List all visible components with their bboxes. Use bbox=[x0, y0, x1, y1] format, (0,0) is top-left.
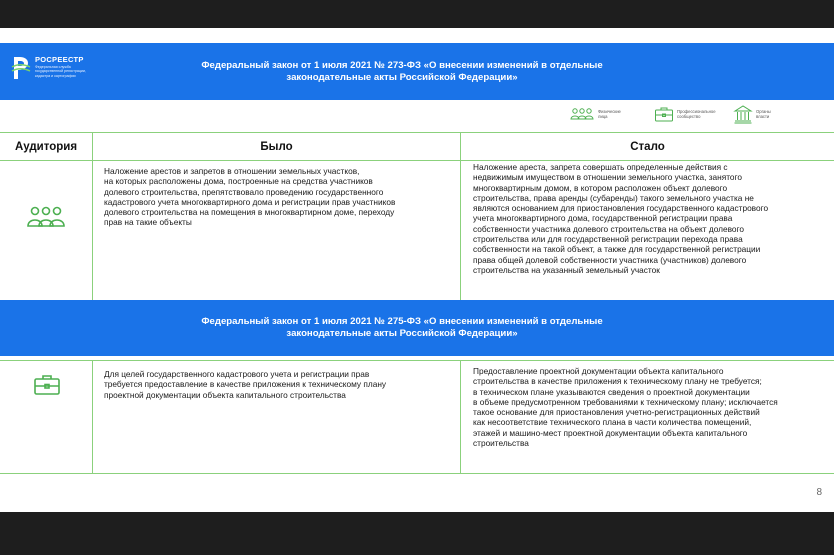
rosreestr-logo bbox=[10, 53, 120, 95]
briefcase-icon bbox=[33, 373, 61, 395]
row2-was-text: Для целей государственного кадастрового учета и регистрации прав требуется предоставление в качестве приложения к техническому плану проектной документации объекта капитального строительства bbox=[104, 369, 387, 400]
legend-professional bbox=[654, 106, 719, 122]
col-divider-4 bbox=[460, 360, 461, 473]
logo-subtitle: Федеральная служба государственной регистрации, кадастра и картографии bbox=[35, 65, 86, 78]
page-number: 8 bbox=[816, 487, 822, 498]
people-group-icon bbox=[26, 205, 66, 229]
briefcase-icon bbox=[654, 106, 674, 122]
row2-became-text: Предоставление проектной документации объекта капитального строительства в качестве приложения к техническому плану не требуется; в техническом плане указываются сведения о проектной документации в объеме предусмотренном требованиями к техническому плану; исключается такое основание для приостановления учетно-регистрационных действий как несоответствие технического плана в части количества помещений, этажей и машино-мест проектной документации объекта капитального строительства bbox=[473, 366, 778, 449]
row2-top-border bbox=[0, 360, 834, 361]
audience-legend bbox=[569, 104, 798, 124]
header-audience: Аудитория bbox=[14, 141, 78, 153]
row1-was-text: Наложение арестов и запретов в отношении земельных участков, на которых расположены дома, построенные на средства участников долевого строительства, препятствовало проведению государственного кадастрового учета многоквартирного дома и регистрации прав участников долевого строительства на помещения в многоквартирном доме, переходу прав на такие объекты bbox=[104, 166, 396, 228]
banner-title-275: Федеральный закон от 1 июля 2021 № 275-ФЗ «О внесении изменений в отдельные законодательные акты Российской Федерации» bbox=[201, 316, 603, 339]
row1-became-text: Наложение ареста, запрета совершать определенные действия с недвижимым имуществом в отношении земельного участка, занятого многоквартирным домом, в котором расположен объект долевого строительства, права аренды (субаренды) такого земельного участка не являются основанием для приостановления государственного кадастрового учета многоквартирного дома, государственной регистрации права собственности участника долевого строительства на объект долевого строительства или для государственной регистрации перехода права собственности на такой объект, а также для государственной регистрации права общей долевой собственности участника (участников) долевого строительства на указанный земельный участок bbox=[473, 162, 769, 275]
legend-professional-label: Профессиональное сообщество bbox=[677, 109, 716, 119]
government-building-icon bbox=[733, 104, 753, 124]
legend-individuals bbox=[569, 107, 640, 121]
legend-authorities-label: Органы власти bbox=[756, 109, 771, 119]
law-banner-273 bbox=[0, 43, 834, 100]
header-was: Было bbox=[260, 141, 293, 153]
logo-name: РОСРЕЕСТР bbox=[35, 55, 84, 64]
slide bbox=[0, 28, 834, 512]
legend-authorities bbox=[733, 104, 798, 124]
legend-individuals-label: Физические лица bbox=[598, 109, 621, 119]
row2-bottom-border bbox=[0, 473, 834, 474]
banner-title-273: Федеральный закон от 1 июля 2021 № 273-ФЗ «О внесении изменений в отдельные законодательные акты Российской Федерации» bbox=[201, 59, 603, 83]
people-group-icon bbox=[569, 107, 595, 121]
table-header-border bbox=[0, 160, 834, 161]
law-banner-275 bbox=[0, 300, 834, 356]
table-top-border bbox=[0, 132, 834, 133]
rosreestr-emblem-icon bbox=[10, 53, 32, 83]
header-became: Стало bbox=[630, 141, 665, 153]
col-divider-3 bbox=[92, 360, 93, 473]
